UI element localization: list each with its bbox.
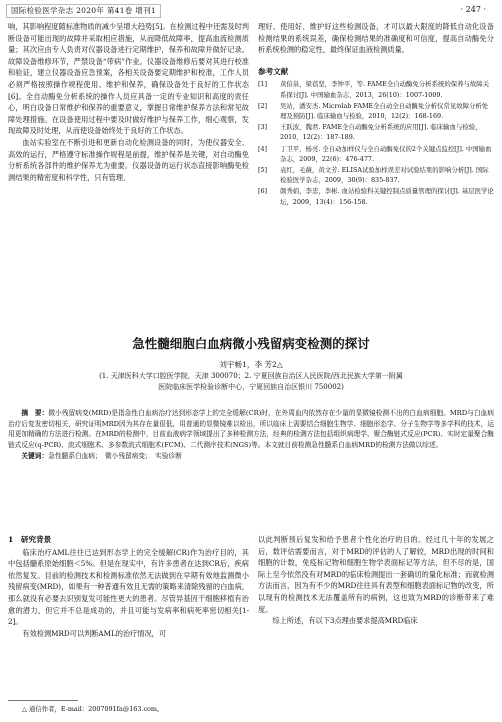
paragraph: 综上所述，有以下3点理由要求提高MRD临床	[272, 616, 418, 626]
references-heading: 参考文献	[258, 66, 289, 76]
right-column-bottom	[258, 534, 494, 627]
journal-header	[0, 0, 502, 18]
article-header	[8, 335, 494, 393]
left-column-bottom	[8, 534, 249, 639]
reference-list	[258, 79, 494, 206]
footnote-divider	[8, 700, 78, 701]
affiliation-line: (1. 天津医科大学口腔医学院，天津 300070；2. 宁夏回族自治区人民医院/西北民族大学第一附属	[99, 372, 403, 380]
reference-item	[258, 101, 494, 121]
reference-text: 黄伯泉，梁蓓坚，李钟平，等. FAME全自动酶免分析系统的保养与故障关系探讨[J]. 中国输血杂志，2013，26(10)：1007-1009.	[280, 80, 490, 99]
page-number: · 247 ·	[460, 5, 486, 14]
reference-text: 颜秀娟，李忠，李彬. 血站检验科关键控制点质量管理的探讨[J]. 基层医学论坛，2009，13(4)：156-158.	[280, 187, 494, 206]
abstract-paragraph	[8, 408, 494, 450]
journal-name: 国际检验医学杂志 2020年 第41卷 增刊1	[6, 4, 161, 18]
keywords	[8, 451, 494, 462]
reference-text: 王跃波，魏君. FAME全自动酶免分析系统的应用[J]. 临床输血与检验，2010，12(2)：187-189.	[280, 123, 482, 142]
abstract	[8, 408, 494, 462]
reference-item	[258, 165, 494, 185]
abstract-label: 摘 要：	[21, 409, 49, 417]
reference-item	[258, 186, 494, 206]
reference-number: [6]	[258, 187, 268, 196]
reference-text: 丁卫平，杨亮. 全自动加样仪与全自动酶免仪的2个关键点监控[J]. 中国输血杂志，2009，22(6)：476-477.	[280, 144, 492, 163]
section-heading: 1 研究背景	[8, 535, 52, 544]
paragraph: 响，其影响程度随标准物质的减少呈增大趋势[5]。在检测过程中还需及时判断设备可能出现的故障并采取相应措施，从而降低故障率，提高血流检测质量；其次应由专人负责对仪器设备进行定期维护，保养和故障并做好记录。故障设备维修环节，严禁设备“带病”作业。仪器设备维修后要对其进行校准和验证，建立仪器设备应急预案，各相关设备要定期维护和校准，工作人员必须严格按照操作规程使用、维护和保养，确保设备处于良好的工作状态[6]。全自动酶免分析系统的操作人员应具备一定的专业知识和高度的责任心，明白设备日常维护和保养的重要意义，掌握日常维护保养方法和常见故障处理措施。在设备使用过程中要及时做好维护与保养工作，细心观察，发现故障及时处理，从而使设备始终处于良好的工作状态。	[8, 22, 249, 136]
reference-number: [2]	[258, 101, 268, 110]
reference-text: 吴站，潘安杰. Microlab FAME全自动全自动酶免分析仪常见故障分析处理及预防[J]. 临床输血与检验，2010，12(2)：168-169.	[280, 101, 489, 120]
reference-number: [4]	[258, 144, 268, 153]
paragraph: 理好、使用好、维护好这些检测设备，才可以最大限度的降低自动化设备检测结果的系统误差，确保检测结果的准确度和可信度，提高自动酶免分析系统检测的稳定性，最终保证血液检测质量。	[258, 22, 494, 55]
article-authors: 刘宇畅1，李 芳2△	[219, 360, 283, 369]
footnote: △ 通信作者，E-mail：2007091fa@163.com。	[22, 705, 164, 713]
paragraph: 临床治疗AML往往已达到形态学上的完全缓解(CR)作为治疗目的，其中包括髓系原始细胞＜5%。但是在现实中，有许多患者在达到CR后，疾病依然复发。目前的检测技术和检测标准依然无法做到在早期有效地监测微小残留病变(MRD)，如果有一种普通有效且无需的策略来清除残留的白血病，那么就没有必要去识别复发可能性更大的患者。尽管异基因干细胞移植有治愈的潜力，但它并不总是成功的，并且可能与发病率和病死率密切相关[1-2]。	[8, 547, 249, 627]
keywords-text: 急性髓系白血病； 微小残留病变； 实验诊断	[48, 452, 182, 461]
reference-item	[258, 144, 494, 164]
reference-text: 袁红，毛薇，黄文芳. ELISA试验加样误差对试验结果的影响分析[J]. 国际检验医学杂志，2009，30(9)：835-837.	[280, 166, 489, 185]
right-column-top	[258, 21, 494, 208]
reference-number: [5]	[258, 166, 268, 174]
reference-number: [1]	[258, 80, 268, 89]
reference-item	[258, 79, 494, 99]
paragraph: 以此判断预后复发和给予患者个性化治疗的目的。经过几十年的发展之后，数评估需要而言，对于MRD的评估的人了解较，MRD出现的时间和细胞的计数，免疫标记物和细胞生物学表面标记等方法，但不尽的是，国际上至今依然没有对MRD的临床检测提出一套确切的量化标准；而就检测方法而言，因为有不少的MRD往往具有表型和细胞表面标记物的改变，所以现有的检测技术无法覆盖所有的病例，这也致为MRD的诊断带来了难度。	[258, 535, 494, 614]
paragraph: 有效检测MRD可以判断AML的治疗情况，可	[22, 628, 167, 638]
paragraph: 血站实验室在不断引进和更新自动化检测设备的同时，为使仪器安全、高效的运行，严格遵守标准操作规程是前提，维护保养是关键，对自动酶免分析系统各部件的维护保养尤为重要。仪器设备的运行状态直接影响酶免检测结果的精密度和科学性，只有管理、	[8, 137, 249, 182]
reference-number: [3]	[258, 123, 268, 132]
affiliation-line: 医院临床医学检验诊断中心，宁夏回族自治区银川 750002)	[158, 383, 344, 391]
keywords-label: 关键词：	[21, 452, 49, 461]
abstract-text: 微小残留病变(MRD)是指急性白血病治疗达到形态学上的完全缓解(CR)时，在外周血内依然存在少量的显微镜检测不出的白血病细胞。MRD与白血病治疗后复发密切相关，研究证明MRD因为其存在量很低，用普通的显微镜难以检出，所以临床上需要结合细胞生物学、细胞形态学、分子生物学等多学科的技术，运用更加精确的方法进行检测。在MRD的检测中，目前血液病学领域提出了多种检测方法，经典的检测方法包括组织病理学、聚合酶链式反应(PCR)、实时定量聚合酶链式反应(q-PCR)、流式细胞术、多参数流式细胞术(FCM)、二代测序技术(NGS)等。本文就目前检测急性髓系白血病MRD的检测方法做以综述。	[8, 409, 494, 449]
article-title: 急性髓细胞白血病微小残留病变检测的探讨	[132, 336, 370, 351]
reference-item	[258, 122, 494, 142]
left-column-top	[8, 21, 249, 183]
